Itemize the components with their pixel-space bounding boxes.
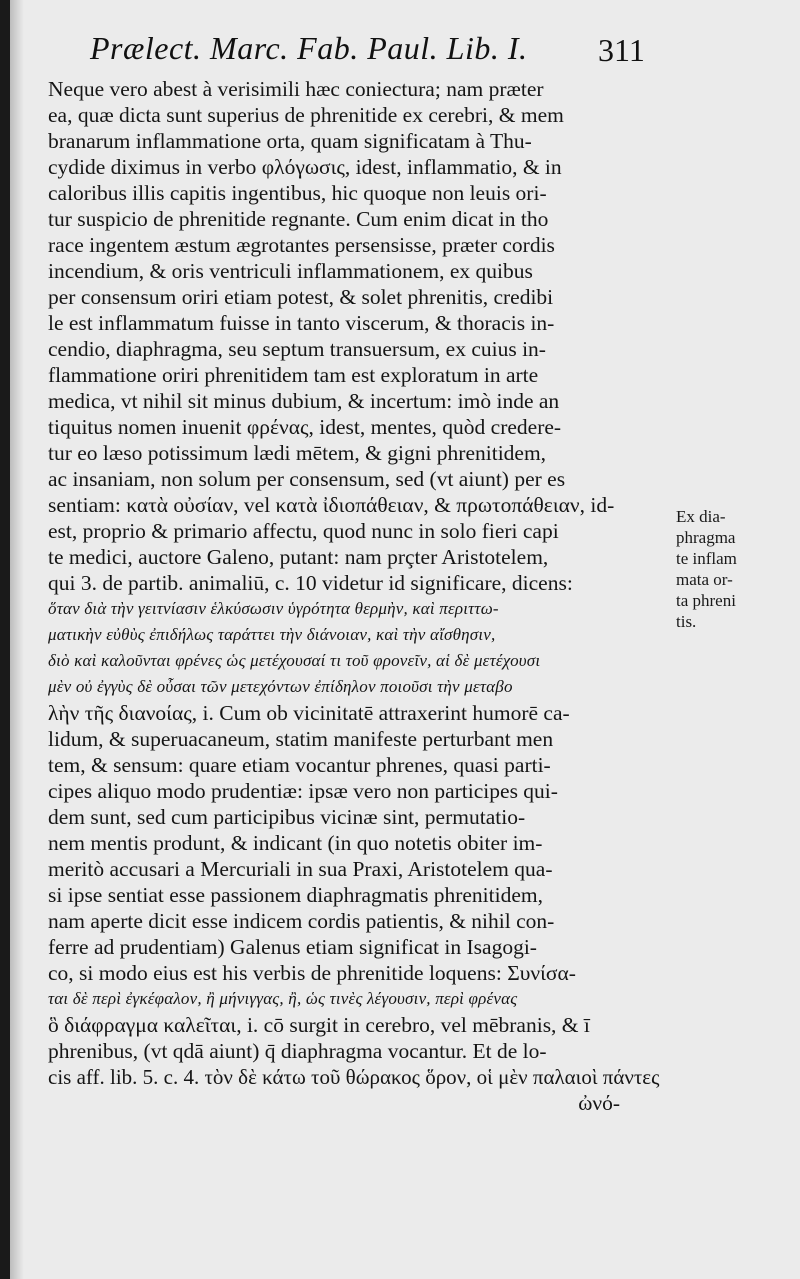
text-line: tem, & sensum: quare etiam vocantur phrenes, quasi parti-	[48, 753, 551, 777]
marginal-note-line: phragma	[676, 528, 736, 547]
text-line: sentiam: κατὰ οὐσίαν, vel κατὰ ἰδιοπάθειαν, & πρωτοπάθειαν, id-	[48, 493, 615, 517]
text-line: nem mentis produnt, & indicant (in quo notetis obiter im-	[48, 831, 543, 855]
marginal-note-line: Ex dia-	[676, 507, 726, 526]
text-line: si ipse sentiat esse passionem diaphragmatis phrenitidem,	[48, 883, 543, 907]
text-line: tiquitus nomen inuenit φρένας, idest, mentes, quòd credere-	[48, 415, 562, 439]
text-line: ὃ διάφραγμα καλεῖται, i. cō surgit in cerebro, vel mēbranis, & ī	[48, 1013, 590, 1037]
text-line: caloribus illis capitis ingentibus, hic quoque non leuis ori-	[48, 181, 547, 205]
text-line: λὴν τῆς διανοίας, i. Cum ob vicinitatē attraxerint humorē ca-	[48, 701, 570, 725]
text-line: cendio, diaphragma, seu septum transuersum, ex cuius in-	[48, 337, 546, 361]
text-line: lidum, & superuacaneum, statim manifeste perturbant men	[48, 727, 554, 751]
marginal-note-line: tis.	[676, 612, 697, 631]
text-line: flammatione oriri phrenitidem tam est exploratum in arte	[48, 363, 539, 387]
text-line: ea, quæ dicta sunt superius de phrenitide ex cerebri, & mem	[48, 103, 564, 127]
text-line: branarum inflammatione orta, quam significatam à Thu-	[48, 129, 532, 153]
text-line: nam aperte dicit esse indicem cordis patientis, & nihil con-	[48, 909, 555, 933]
text-line: incendium, & oris ventriculi inflammationem, ex quibus	[48, 259, 533, 283]
marginal-note-line: mata or-	[676, 570, 733, 589]
text-line: qui 3. de partib. animaliū, c. 10 videtur id significare, dicens:	[48, 571, 573, 595]
marginal-note	[676, 506, 786, 632]
greek-quote-line: ματικὴν εὐθὺς ἐπιδήλως ταράττει τὴν διάνοιαν, καὶ τὴν αἴσθησιν,	[48, 625, 496, 644]
text-line: cydide diximus in verbo φλόγωσις, idest, inflammatio, & in	[48, 155, 562, 179]
marginal-note-line: ta phreni	[676, 591, 736, 610]
running-title: Prælect. Marc. Fab. Paul. Lib. I.	[90, 30, 528, 66]
text-line: cis aff. lib. 5. c. 4. τὸν δὲ κάτω τοῦ θώρακος ὅρον, οἱ μὲν παλαιοὶ πάντες	[48, 1065, 660, 1089]
text-line: est, proprio & primario affectu, quod nunc in solo fieri capi	[48, 519, 559, 543]
text-line: phrenibus, (vt qdā aiunt) q̄ diaphragma vocantur. Et de lo-	[48, 1039, 547, 1063]
greek-quote-line: ὅταν διὰ τὴν γειτνίασιν ἑλκύσωσιν ὑγρότητα θερμὴν, καὶ περιττω-	[48, 599, 499, 618]
text-line: ac insaniam, non solum per consensum, sed (vt aiunt) per es	[48, 467, 566, 491]
text-line: per consensum oriri etiam potest, & solet phrenitis, credibi	[48, 285, 554, 309]
running-head	[10, 30, 800, 70]
book-page	[10, 0, 800, 1279]
text-line: medica, vt nihil sit minus dubium, & incertum: imò inde an	[48, 389, 560, 413]
main-text-block	[48, 76, 668, 1116]
greek-quote-line: ται δὲ περὶ ἐγκέφαλον, ἢ μήνιγγας, ἢ, ὡς τινὲς λέγουσιν, περὶ φρένας	[48, 989, 518, 1008]
text-line: race ingentem æstum ægrotantes persensisse, præter cordis	[48, 233, 555, 257]
page-number: 311	[598, 32, 645, 68]
text-line: Neque vero abest à verisimili hæc coniectura; nam præter	[48, 77, 544, 101]
catchword: ὠνό-	[578, 1091, 620, 1115]
marginal-note-line: te inflam	[676, 549, 737, 568]
text-line: co, si modo eius est his verbis de phrenitide loquens: Συνίσα-	[48, 961, 576, 985]
text-line: meritò accusari a Mercuriali in sua Praxi, Aristotelem qua-	[48, 857, 553, 881]
text-line: tur suspicio de phrenitide regnante. Cum enim dicat in tho	[48, 207, 549, 231]
greek-quote-line: μὲν οὐ ἐγγὺς δὲ οὖσαι τῶν μετεχόντων ἐπίδηλον ποιοῦσι τὴν μεταβο	[48, 677, 513, 696]
text-line: le est inflammatum fuisse in tanto viscerum, & thoracis in-	[48, 311, 555, 335]
text-line: dem sunt, sed cum participibus vicinæ sint, permutatio-	[48, 805, 526, 829]
text-line: ferre ad prudentiam) Galenus etiam significat in Isagogi-	[48, 935, 537, 959]
gutter-shadow	[10, 0, 24, 1279]
text-line: te medici, auctore Galeno, putant: nam prçter Aristotelem,	[48, 545, 549, 569]
text-line: tur eo læso potissimum lædi mētem, & gigni phrenitidem,	[48, 441, 547, 465]
greek-quote-line: διὸ καὶ καλοῦνται φρένες ὡς μετέχουσαί τι τοῦ φρονεῖν, αἱ δὲ μετέχουσι	[48, 651, 541, 670]
text-line: cipes aliquo modo prudentiæ: ipsæ vero non participes qui-	[48, 779, 558, 803]
